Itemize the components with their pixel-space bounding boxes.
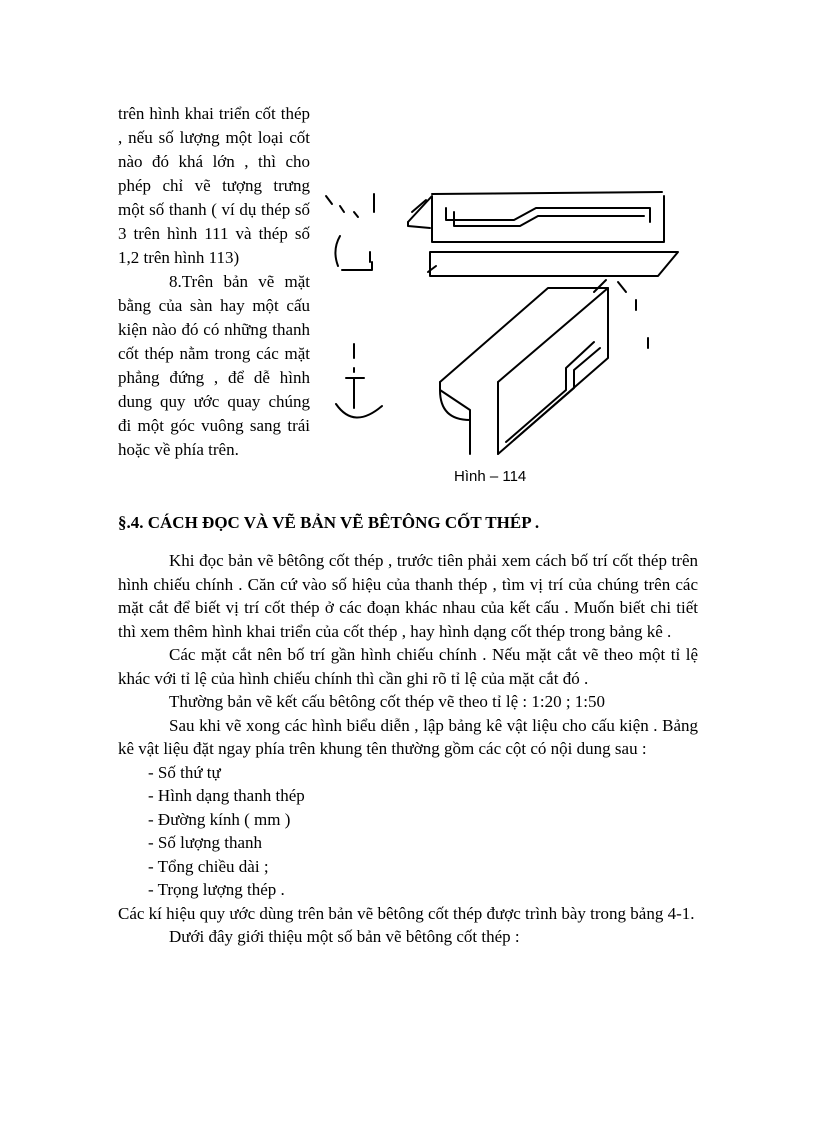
paragraph-introduction: Dưới đây giới thiệu một số bản vẽ bêtông cốt thép : — [169, 927, 520, 946]
lower-beam-drawing — [428, 266, 648, 454]
section-heading: §.4. CÁCH ĐỌC VÀ VẼ BẢN VẼ BÊTÔNG CỐT THÉP . — [118, 513, 540, 532]
paragraph-scale: Thường bản vẽ kết cấu bêtông cốt thép vẽ theo tỉ lệ : 1:20 ; 1:50 — [169, 692, 606, 711]
paragraph-material-schedule: Sau khi vẽ xong các hình biểu diễn , lập bảng kê vật liệu cho cấu kiện . Bảng kê vật liệu đặt ngay phía trên khung tên thường gồm các cột có nội dung sau : — [118, 715, 698, 758]
figure-114 — [318, 172, 698, 492]
left-text-column — [118, 102, 310, 462]
list-item: - Số lượng thanh — [148, 833, 263, 852]
schedule-columns-list — [118, 761, 698, 902]
paragraph-sections-placement: Các mặt cắt nên bố trí gần hình chiếu chính . Nếu mặt cắt vẽ theo một tỉ lệ khác với tỉ lệ của hình chiếu chính thì cần ghi rõ tỉ lệ của mặt cắt đó . — [118, 645, 698, 688]
list-item: - Tổng chiều dài ; — [148, 856, 269, 876]
construction-marks — [326, 194, 382, 418]
list-item: - Đường kính ( mm ) — [148, 809, 291, 829]
list-item: - Trọng lượng thép . — [148, 880, 285, 899]
upper-beam-drawing — [408, 192, 678, 276]
list-item: - Số thứ tự — [148, 762, 221, 782]
paragraph-rebar-development: trên hình khai triển cốt thép , nếu số lượng một loại cốt nào đó khá lớn , thì cho phép chỉ vẽ tượng trưng một số thanh ( ví dụ thép số 3 trên hình 111 và thép số 1,2 trên hình 113) — [118, 104, 310, 267]
paragraph-reading-drawings: Khi đọc bản vẽ bêtông cốt thép , trước tiên phải xem cách bố trí cốt thép trên hình chiếu chính . Căn cứ vào số hiệu của thanh thép , tìm vị trí của chúng trên các mặt cắt để biết vị trí cốt thép ở các đoạn khác nhau của kết cấu . Muốn biết chi tiết thì xem thêm hình khai triển của cốt thép , hay hình dạng cốt thép trong bảng kê . — [118, 551, 698, 641]
list-item: - Hình dạng thanh thép — [148, 786, 305, 805]
paragraph-rule-8: 8.Trên bản vẽ mặt bằng của sàn hay một cấu kiện nào đó có những thanh cốt thép nằm trong các mặt phẳng đứng , để dễ hình dung quy ước quay chúng đi một góc vuông sang trái hoặc về phía trên. — [118, 272, 310, 459]
paragraph-conventions: Các kí hiệu quy ước dùng trên bản vẽ bêtông cốt thép được trình bày trong bảng 4-1. — [118, 903, 695, 923]
section-body — [118, 549, 698, 949]
figure-caption: Hình – 114 — [454, 468, 527, 485]
rebar-plane-rotation-drawing — [318, 172, 698, 492]
